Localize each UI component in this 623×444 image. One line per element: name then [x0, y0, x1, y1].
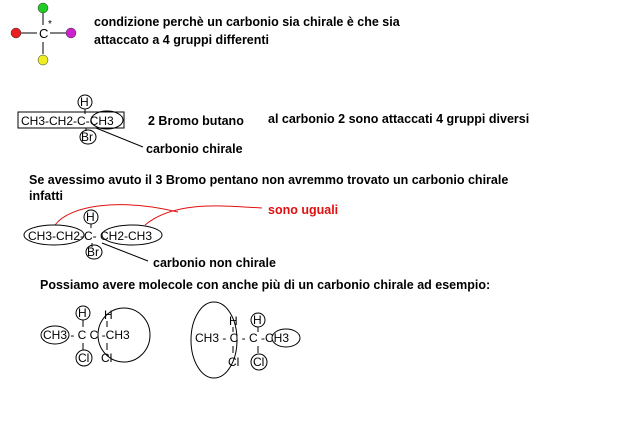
example1-h: H: [80, 95, 89, 109]
mol1-cl1: Cl: [78, 351, 90, 365]
mol2-cl1: Cl: [228, 355, 240, 369]
header-line-1: condizione perchè un carbonio sia chirale è che sia: [94, 15, 400, 29]
mol2-h2: H: [253, 313, 262, 327]
example1-name: 2 Bromo butano: [148, 114, 244, 128]
equal-label: sono uguali: [268, 203, 339, 217]
example1-note: al carbonio 2 sono attaccati 4 gruppi diversi: [268, 112, 530, 126]
example1-chiral-label: carbonio chirale: [146, 142, 243, 156]
example1-molecule: [18, 95, 143, 147]
mol1-h1: H: [78, 306, 87, 320]
pointer-line: [96, 128, 143, 147]
example2-intro-1: Se avessimo avuto il 3 Bromo pentano non avremmo trovato un carbonio chirale: [29, 173, 509, 187]
pointer-line: [102, 243, 148, 261]
ball-yellow: [38, 55, 48, 65]
example3-intro: Possiamo avere molecole con anche più di un carbonio chirale ad esempio:: [40, 278, 491, 292]
mol1-h2: H: [104, 308, 113, 322]
header-line-2: attaccato a 4 gruppi differenti: [94, 33, 270, 47]
mol2-h1: H: [229, 314, 238, 328]
ball-red: [11, 28, 21, 38]
example3-molecule-1: [41, 306, 150, 366]
mol1-cl2: Cl: [101, 351, 113, 365]
example2-h: H: [86, 210, 95, 224]
equal-line-left: [55, 205, 178, 225]
chiral-star: *: [48, 19, 52, 30]
ball-green: [38, 3, 48, 13]
example1-formula: CH3-CH2-C-CH3: [21, 114, 114, 128]
nonchiral-label: carbonio non chirale: [153, 256, 276, 270]
example2-intro-2: infatti: [29, 189, 64, 203]
example1-br: Br: [81, 130, 93, 144]
ball-purple: [66, 28, 76, 38]
carbon-atom-label: C: [39, 26, 49, 41]
example3-molecule-2: [191, 302, 300, 378]
example2-molecule: [24, 205, 262, 261]
mol2-formula: CH3 - C - C -CH3: [195, 331, 290, 345]
example2-br: Br: [87, 245, 99, 259]
mol2-cl2: Cl: [253, 355, 265, 369]
example2-formula: CH3-CH2-C- CH2-CH3: [28, 229, 153, 243]
mol1-formula: CH3 - C C -CH3: [43, 328, 130, 342]
chiral-carbon-model: [11, 3, 76, 65]
